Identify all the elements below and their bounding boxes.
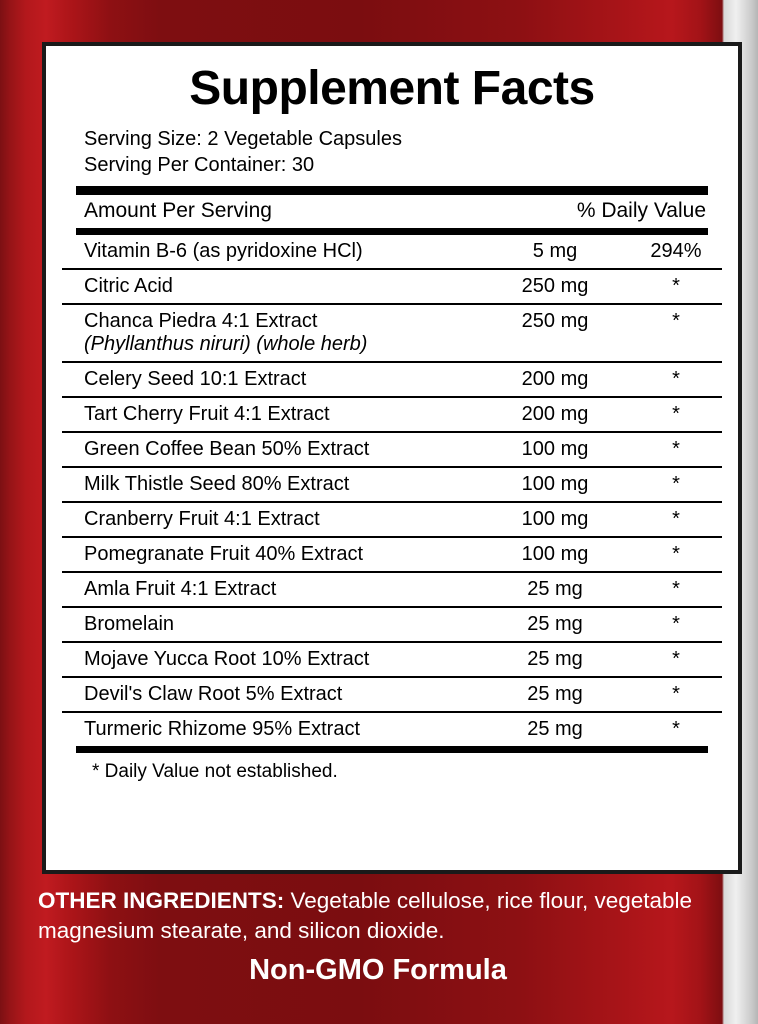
ingredient-name: Vitamin B-6 (as pyridoxine HCl) bbox=[62, 235, 480, 269]
table-row bbox=[62, 269, 722, 304]
ingredient-name bbox=[62, 304, 480, 362]
ingredient-name: Celery Seed 10:1 Extract bbox=[62, 362, 480, 397]
ingredient-dv: * bbox=[630, 677, 722, 712]
ingredient-dv: * bbox=[630, 502, 722, 537]
table-row bbox=[62, 235, 722, 269]
other-ingredients-text: Vegetable cellulose, rice flour, vegetable magnesium stearate, and silicon dioxide. bbox=[38, 888, 693, 944]
ingredient-dv: * bbox=[630, 467, 722, 502]
ingredient-name: Mojave Yucca Root 10% Extract bbox=[62, 642, 480, 677]
other-ingredients-label: OTHER INGREDIENTS: bbox=[38, 888, 285, 913]
ingredient-amount: 200 mg bbox=[480, 362, 630, 397]
ingredient-amount: 250 mg bbox=[480, 269, 630, 304]
amount-per-serving-header: Amount Per Serving bbox=[84, 199, 272, 223]
ingredient-dv: * bbox=[630, 607, 722, 642]
table-row bbox=[62, 642, 722, 677]
supplement-facts-box bbox=[42, 42, 742, 874]
ingredient-amount: 25 mg bbox=[480, 572, 630, 607]
ingredient-name-main: Chanca Piedra 4:1 Extract bbox=[84, 310, 318, 333]
table-row bbox=[62, 304, 722, 362]
ingredients-table bbox=[62, 235, 722, 746]
ingredient-dv: * bbox=[630, 397, 722, 432]
table-row bbox=[62, 572, 722, 607]
ingredient-amount: 100 mg bbox=[480, 432, 630, 467]
ingredient-amount: 200 mg bbox=[480, 397, 630, 432]
daily-value-header: % Daily Value bbox=[576, 199, 706, 223]
table-row bbox=[62, 467, 722, 502]
ingredient-amount: 25 mg bbox=[527, 718, 583, 741]
ingredient-dv: 294% bbox=[630, 235, 722, 269]
divider-thick-top bbox=[76, 186, 708, 195]
table-row bbox=[62, 712, 722, 746]
ingredient-amount: 25 mg bbox=[480, 677, 630, 712]
ingredient-name: Citric Acid bbox=[62, 269, 480, 304]
divider-med-bottom bbox=[76, 746, 708, 753]
daily-value-footnote: * Daily Value not established. bbox=[92, 761, 338, 783]
page-title: Supplement Facts bbox=[189, 62, 595, 115]
non-gmo-banner: Non-GMO Formula bbox=[249, 954, 507, 986]
serving-size: Serving Size: 2 Vegetable Capsules bbox=[84, 128, 402, 151]
ingredient-name: Milk Thistle Seed 80% Extract bbox=[62, 467, 480, 502]
ingredient-dv: * bbox=[630, 362, 722, 397]
table-row bbox=[62, 677, 722, 712]
ingredient-name: Turmeric Rhizome 95% Extract bbox=[84, 718, 360, 741]
ingredient-amount: 250 mg bbox=[480, 304, 630, 362]
ingredient-dv: * bbox=[672, 718, 680, 741]
ingredient-dv: * bbox=[630, 572, 722, 607]
table-header-row bbox=[62, 195, 722, 228]
ingredient-name-sub: (Phyllanthus niruri) (whole herb) bbox=[84, 333, 368, 356]
ingredient-dv: * bbox=[630, 269, 722, 304]
ingredient-name: Devil's Claw Root 5% Extract bbox=[62, 677, 480, 712]
ingredient-name: Tart Cherry Fruit 4:1 Extract bbox=[62, 397, 480, 432]
ingredient-amount: 100 mg bbox=[480, 502, 630, 537]
ingredient-amount: 5 mg bbox=[480, 235, 630, 269]
ingredient-amount: 25 mg bbox=[480, 607, 630, 642]
serving-info bbox=[62, 126, 722, 178]
table-row bbox=[62, 537, 722, 572]
other-ingredients bbox=[38, 886, 750, 947]
table-row bbox=[62, 362, 722, 397]
ingredient-name: Pomegranate Fruit 40% Extract bbox=[62, 537, 480, 572]
serving-per-container: Serving Per Container: 30 bbox=[84, 154, 315, 177]
ingredient-dv: * bbox=[630, 642, 722, 677]
ingredient-name: Green Coffee Bean 50% Extract bbox=[62, 432, 480, 467]
table-row bbox=[62, 607, 722, 642]
ingredient-name: Bromelain bbox=[62, 607, 480, 642]
ingredient-name: Amla Fruit 4:1 Extract bbox=[62, 572, 480, 607]
ingredient-dv: * bbox=[630, 432, 722, 467]
table-row bbox=[62, 432, 722, 467]
ingredient-dv: * bbox=[630, 537, 722, 572]
ingredient-amount: 25 mg bbox=[480, 642, 630, 677]
table-row bbox=[62, 397, 722, 432]
label-panel bbox=[16, 18, 722, 1006]
ingredient-amount: 100 mg bbox=[480, 467, 630, 502]
ingredient-dv: * bbox=[630, 304, 722, 362]
table-row bbox=[62, 502, 722, 537]
divider-med-header bbox=[76, 228, 708, 235]
ingredient-amount: 100 mg bbox=[480, 537, 630, 572]
ingredient-name: Cranberry Fruit 4:1 Extract bbox=[62, 502, 480, 537]
